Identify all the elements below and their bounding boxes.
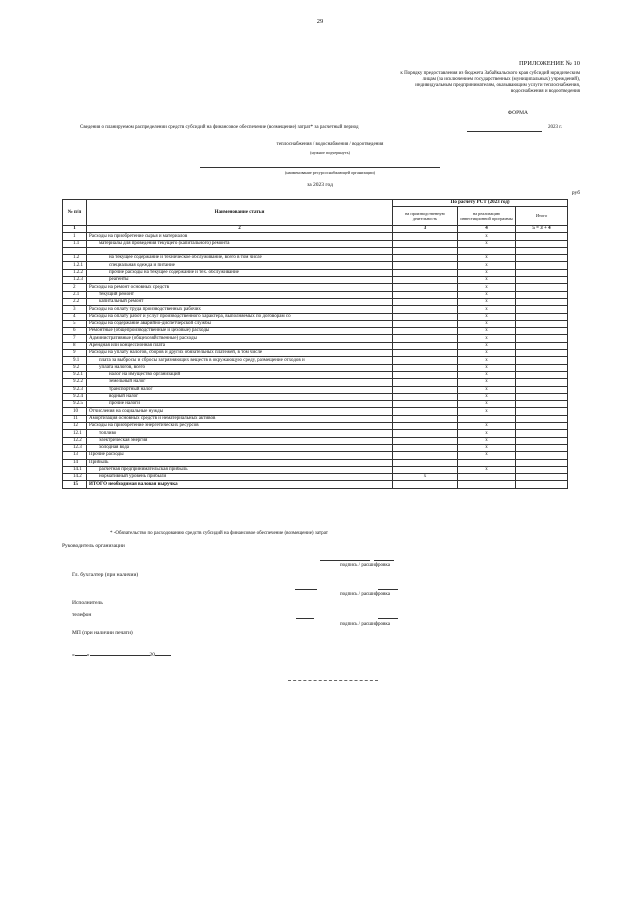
row-production-cell xyxy=(393,284,458,291)
table-row xyxy=(63,444,568,451)
row-name-cell: Отчисления на социальные нужды xyxy=(87,408,393,415)
executor-caption: подпись / расшифровка xyxy=(340,622,390,627)
table-row xyxy=(63,284,568,291)
services-text: теплоснабжения / водоснабжения / водоотведения xyxy=(276,142,384,147)
row-total-cell xyxy=(516,459,568,466)
head-name-line xyxy=(374,560,394,561)
row-production-cell xyxy=(393,386,458,393)
row-total-cell xyxy=(516,350,568,357)
row-total-cell xyxy=(516,379,568,386)
index-cell: 5 = 3 + 4 xyxy=(516,226,568,233)
row-name-cell: холодная вода xyxy=(87,444,393,451)
row-number-cell: 14.1 xyxy=(63,466,87,473)
row-production-cell xyxy=(393,247,458,254)
row-total-cell xyxy=(516,284,568,291)
row-name-cell: расчетная предпринимательская прибыль xyxy=(87,466,393,473)
row-investment-cell: х xyxy=(458,306,516,313)
row-investment-cell: х xyxy=(458,444,516,451)
row-number-cell: 12.2 xyxy=(63,437,87,444)
row-investment-cell: х xyxy=(458,240,516,247)
row-investment-cell: х xyxy=(458,452,516,459)
date-mid: » xyxy=(86,652,90,658)
row-number-cell: 12 xyxy=(63,423,87,430)
row-production-cell xyxy=(393,371,458,378)
row-number-cell: 6 xyxy=(63,328,87,335)
table-row xyxy=(63,371,568,378)
row-name-cell: Расходы на оплату работ и услуг производственного характера, выполняемых по договорам со xyxy=(87,313,393,320)
table-row xyxy=(63,247,568,254)
row-total-cell xyxy=(516,371,568,378)
row-investment-cell: х xyxy=(458,233,516,240)
row-number-cell: 9.2.2 xyxy=(63,379,87,386)
table-row xyxy=(63,240,568,247)
table-row xyxy=(63,393,568,400)
row-production-cell xyxy=(393,320,458,327)
row-production-cell xyxy=(393,452,458,459)
row-production-cell xyxy=(393,328,458,335)
table-row xyxy=(63,379,568,386)
row-production-cell xyxy=(393,313,458,320)
row-total-cell xyxy=(516,466,568,473)
row-number-cell: 3 xyxy=(63,306,87,313)
table-row xyxy=(63,269,568,276)
row-number-cell: 9.2.1 xyxy=(63,371,87,378)
row-name-cell: Расходы на приобретение энергетических ресурсов xyxy=(87,423,393,430)
table-row xyxy=(63,401,568,408)
row-total-cell xyxy=(516,423,568,430)
row-number-cell: 14.2 xyxy=(63,474,87,481)
index-cell: 2 xyxy=(87,226,393,233)
row-name-cell: текущий ремонт xyxy=(87,291,393,298)
row-total-cell xyxy=(516,277,568,284)
row-investment-cell: х xyxy=(458,342,516,349)
row-total-cell xyxy=(516,342,568,349)
row-production-cell xyxy=(393,459,458,466)
row-investment-cell xyxy=(458,459,516,466)
table-row xyxy=(63,459,568,466)
row-name-cell: прочие налоги xyxy=(87,401,393,408)
row-total-cell xyxy=(516,262,568,269)
row-total-cell xyxy=(516,415,568,422)
row-name-cell: ИТОГО необходимая валовая выручка xyxy=(87,481,393,488)
row-number-cell: 14 xyxy=(63,459,87,466)
head-label: Руководитель организации xyxy=(62,543,125,549)
row-total-cell xyxy=(516,247,568,254)
row-investment-cell: х xyxy=(458,437,516,444)
org-line xyxy=(200,167,440,168)
period-line xyxy=(467,131,542,132)
row-investment-cell: х xyxy=(458,335,516,342)
row-name-cell: материалы для проведения текущего (капитального) ремонта xyxy=(87,240,393,247)
row-production-cell xyxy=(393,277,458,284)
row-name-cell: электрическая энергия xyxy=(87,437,393,444)
row-name-cell: Расходы на ремонт основных средств xyxy=(87,284,393,291)
row-number-cell: 9 xyxy=(63,350,87,357)
planned-distribution-table xyxy=(62,199,568,489)
executor-sign-line xyxy=(296,618,314,619)
row-investment-cell: х xyxy=(458,401,516,408)
row-number-cell: 2.1 xyxy=(63,291,87,298)
row-number-cell: 12.1 xyxy=(63,430,87,437)
row-production-cell xyxy=(393,408,458,415)
row-production-cell xyxy=(393,269,458,276)
table-header-row xyxy=(63,200,568,207)
row-production-cell xyxy=(393,306,458,313)
row-production-cell xyxy=(393,393,458,400)
row-investment-cell: х xyxy=(458,350,516,357)
row-production-cell xyxy=(393,423,458,430)
accountant-label: Гл. бухгалтер (при наличии) xyxy=(72,572,139,578)
row-number-cell: 1.2.3 xyxy=(63,277,87,284)
row-total-cell xyxy=(516,474,568,481)
row-number-cell: 5 xyxy=(63,320,87,327)
row-investment-cell xyxy=(458,474,516,481)
table-row xyxy=(63,306,568,313)
appendix-line: водоснабжения и водоотведения xyxy=(510,89,580,94)
row-total-cell xyxy=(516,255,568,262)
row-number-cell: 9.2.4 xyxy=(63,393,87,400)
row-production-cell xyxy=(393,342,458,349)
row-total-cell xyxy=(516,306,568,313)
head-caption: подпись / расшифровка xyxy=(340,563,390,568)
row-production-cell xyxy=(393,437,458,444)
row-investment-cell xyxy=(458,481,516,488)
row-name-cell: налог на имущество организаций xyxy=(87,371,393,378)
row-number-cell: 10 xyxy=(63,408,87,415)
row-production-cell xyxy=(393,444,458,451)
row-number-cell: 11 xyxy=(63,415,87,422)
row-production-cell xyxy=(393,364,458,371)
heading-text: Сведения о планируемом распределении средств субсидий на финансовое обеспечение (возмещение) затрат* за расчетный период xyxy=(80,125,359,130)
row-total-cell xyxy=(516,240,568,247)
row-name-cell: Расходы на содержание аварийно-диспетчерской службы xyxy=(87,320,393,327)
row-name-cell: капитальный ремонт xyxy=(87,298,393,305)
bottom-separator xyxy=(288,680,378,681)
table-row xyxy=(63,313,568,320)
row-name-cell: Административные (общехозяйственные) расходы xyxy=(87,335,393,342)
row-total-cell xyxy=(516,364,568,371)
row-investment-cell: х xyxy=(458,408,516,415)
row-production-cell xyxy=(393,262,458,269)
row-total-cell xyxy=(516,291,568,298)
row-investment-cell: х xyxy=(458,371,516,378)
row-number-cell: 2 xyxy=(63,284,87,291)
row-investment-cell: х xyxy=(458,357,516,364)
row-name-cell: транспортный налог xyxy=(87,386,393,393)
table-row xyxy=(63,298,568,305)
row-name-cell: Прибыль xyxy=(87,459,393,466)
row-name-cell: плата за выбросы и сбросы загрязняющих веществ в окружающую среду, размещение отходов и xyxy=(87,357,393,364)
appendix-line: к Порядку предоставления из бюджета Забайкальского края субсидий юридическим xyxy=(400,71,580,76)
col-header-total: Итого xyxy=(516,207,568,226)
row-production-cell: х xyxy=(393,474,458,481)
row-number-cell: 7 xyxy=(63,335,87,342)
row-total-cell xyxy=(516,408,568,415)
row-total-cell xyxy=(516,437,568,444)
row-investment-cell: х xyxy=(458,386,516,393)
row-production-cell xyxy=(393,298,458,305)
index-cell: 3 xyxy=(393,226,458,233)
row-number-cell: 1 xyxy=(63,233,87,240)
row-production-cell xyxy=(393,350,458,357)
row-name-cell: земельный налог xyxy=(87,379,393,386)
row-number-cell: 12.3 xyxy=(63,444,87,451)
row-total-cell xyxy=(516,233,568,240)
row-total-cell xyxy=(516,335,568,342)
row-total-cell xyxy=(516,298,568,305)
org-note: (наименование ресурсоснабжающей организации) xyxy=(285,170,375,175)
row-name-cell: Ремонтные (общепроизводственные и цеховые) расходы xyxy=(87,328,393,335)
row-investment-cell: х xyxy=(458,277,516,284)
row-production-cell xyxy=(393,401,458,408)
date-field xyxy=(72,652,171,659)
row-investment-cell: х xyxy=(458,423,516,430)
row-name-cell: Амортизация основных средств и нематериальных активов xyxy=(87,415,393,422)
accountant-sign-line xyxy=(295,589,317,590)
row-total-cell xyxy=(516,313,568,320)
row-investment-cell: х xyxy=(458,291,516,298)
services-note: (нужное подчеркнуть) xyxy=(310,150,350,155)
phone-label: телефон xyxy=(72,612,92,618)
row-name-cell: топливо xyxy=(87,430,393,437)
row-name-cell: уплата налогов, всего xyxy=(87,364,393,371)
row-production-cell xyxy=(393,379,458,386)
col-header-name: Наименование статьи xyxy=(87,200,393,226)
table-row xyxy=(63,342,568,349)
appendix-line: индивидуальным предпринимателям, оказывающим услуги теплоснабжения, xyxy=(415,83,580,88)
row-production-cell xyxy=(393,335,458,342)
row-total-cell xyxy=(516,401,568,408)
row-investment-cell: х xyxy=(458,430,516,437)
table-body xyxy=(63,233,568,488)
year-suffix: 2023 г. xyxy=(548,125,562,130)
row-investment-cell: х xyxy=(458,269,516,276)
table-index-row xyxy=(63,226,568,233)
row-investment-cell: х xyxy=(458,320,516,327)
row-production-cell xyxy=(393,255,458,262)
row-name-cell: Расходы на оплату труда производственных рабочих xyxy=(87,306,393,313)
row-name-cell: водный налог xyxy=(87,393,393,400)
row-number-cell: 2.2 xyxy=(63,298,87,305)
row-investment-cell: х xyxy=(458,393,516,400)
table-row xyxy=(63,277,568,284)
row-number-cell: 1.2.1 xyxy=(63,262,87,269)
footnote: * -Обязательство по расходованию средств субсидий на финансовое обеспечение (возмещение) затрат xyxy=(110,531,328,536)
table-row xyxy=(63,364,568,371)
appendix-title: ПРИЛОЖЕНИЕ № 10 xyxy=(518,60,580,67)
table-row xyxy=(63,357,568,364)
row-total-cell xyxy=(516,481,568,488)
col-header-num: № п/п xyxy=(63,200,87,226)
row-investment-cell xyxy=(458,415,516,422)
row-production-cell xyxy=(393,233,458,240)
row-total-cell xyxy=(516,452,568,459)
row-production-cell xyxy=(393,481,458,488)
row-investment-cell: х xyxy=(458,379,516,386)
year-blank-line xyxy=(155,655,171,656)
table-row xyxy=(63,350,568,357)
row-number-cell: 9.2.3 xyxy=(63,386,87,393)
page-number: 29 xyxy=(316,18,324,25)
currency-label: руб xyxy=(571,190,580,196)
row-investment-cell: х xyxy=(458,328,516,335)
row-production-cell xyxy=(393,240,458,247)
table-row xyxy=(63,466,568,473)
table-row xyxy=(63,328,568,335)
table-row xyxy=(63,408,568,415)
row-number-cell: 8 xyxy=(63,342,87,349)
table-row xyxy=(63,262,568,269)
appendix-text xyxy=(260,71,580,95)
row-production-cell xyxy=(393,430,458,437)
row-investment-cell: х xyxy=(458,298,516,305)
row-name-cell: нормативный уровень прибыли xyxy=(87,474,393,481)
row-number-cell: 15 xyxy=(63,481,87,488)
col-header-investment: на реализацию инвестиционной программы xyxy=(458,207,516,226)
table-row xyxy=(63,291,568,298)
row-investment-cell: х xyxy=(458,466,516,473)
month-line xyxy=(90,655,150,656)
table-row xyxy=(63,255,568,262)
row-total-cell xyxy=(516,430,568,437)
row-total-cell xyxy=(516,269,568,276)
row-investment-cell xyxy=(458,247,516,254)
date-suffix: 20 xyxy=(149,652,155,658)
accountant-caption: подпись / расшифровка xyxy=(340,592,390,597)
table-row xyxy=(63,423,568,430)
row-number-cell: 13 xyxy=(63,452,87,459)
table-row xyxy=(63,452,568,459)
day-line xyxy=(75,655,87,656)
year-line: за 2023 год xyxy=(307,182,333,188)
row-total-cell xyxy=(516,386,568,393)
executor-name-line xyxy=(378,618,398,619)
stamp-label: МП (при наличии печати) xyxy=(72,630,133,636)
head-sign-line xyxy=(320,560,370,561)
table-row xyxy=(63,474,568,481)
row-investment-cell: х xyxy=(458,262,516,269)
row-investment-cell: х xyxy=(458,364,516,371)
index-cell: 1 xyxy=(63,226,87,233)
row-total-cell xyxy=(516,393,568,400)
row-total-cell xyxy=(516,357,568,364)
col-header-group: По расчету РСТ (2023 год) xyxy=(393,200,568,207)
row-number-cell: 1.1 xyxy=(63,240,87,247)
row-name-cell: прочие расходы на текущее содержание и тех. обслуживание xyxy=(87,269,393,276)
row-number-cell: 9.2.5 xyxy=(63,401,87,408)
row-total-cell xyxy=(516,444,568,451)
row-name-cell: Расходы на приобретение сырья и материалов xyxy=(87,233,393,240)
table-row xyxy=(63,386,568,393)
table-row xyxy=(63,335,568,342)
row-number-cell: 1.2.2 xyxy=(63,269,87,276)
row-production-cell xyxy=(393,415,458,422)
row-investment-cell: х xyxy=(458,284,516,291)
appendix-line: лицам (за исключением государственных (муниципальных) учреждений), xyxy=(422,77,580,82)
executor-label: Исполнитель xyxy=(72,600,103,606)
table-row xyxy=(63,233,568,240)
row-total-cell xyxy=(516,320,568,327)
row-number-cell: 9.2 xyxy=(63,364,87,371)
date-prefix: « xyxy=(72,652,75,658)
table-row xyxy=(63,430,568,437)
row-name-cell: Прочие расходы xyxy=(87,452,393,459)
table-row xyxy=(63,320,568,327)
col-header-production: на производственную деятельность xyxy=(393,207,458,226)
table-row xyxy=(63,437,568,444)
row-name-cell xyxy=(87,247,393,254)
row-number-cell xyxy=(63,247,87,254)
row-production-cell xyxy=(393,466,458,473)
row-investment-cell: х xyxy=(458,255,516,262)
form-label: ФОРМА xyxy=(507,110,528,116)
row-investment-cell: х xyxy=(458,313,516,320)
row-name-cell: Расходы на уплату налогов, сборов и других обязательных платежей, в том числе xyxy=(87,350,393,357)
row-name-cell: специальная одежда и питание xyxy=(87,262,393,269)
row-number-cell: 4 xyxy=(63,313,87,320)
row-number-cell: 9.1 xyxy=(63,357,87,364)
row-production-cell xyxy=(393,357,458,364)
index-cell: 4 xyxy=(458,226,516,233)
row-name-cell: на текущее содержание и техническое обслуживание, всего в том числе xyxy=(87,255,393,262)
row-name-cell: реагенты xyxy=(87,277,393,284)
row-production-cell xyxy=(393,291,458,298)
table-row xyxy=(63,415,568,422)
row-total-cell xyxy=(516,328,568,335)
accountant-name-line xyxy=(378,589,398,590)
row-number-cell: 1.2 xyxy=(63,255,87,262)
row-name-cell: Арендная или концессионная плата xyxy=(87,342,393,349)
table-row xyxy=(63,481,568,488)
